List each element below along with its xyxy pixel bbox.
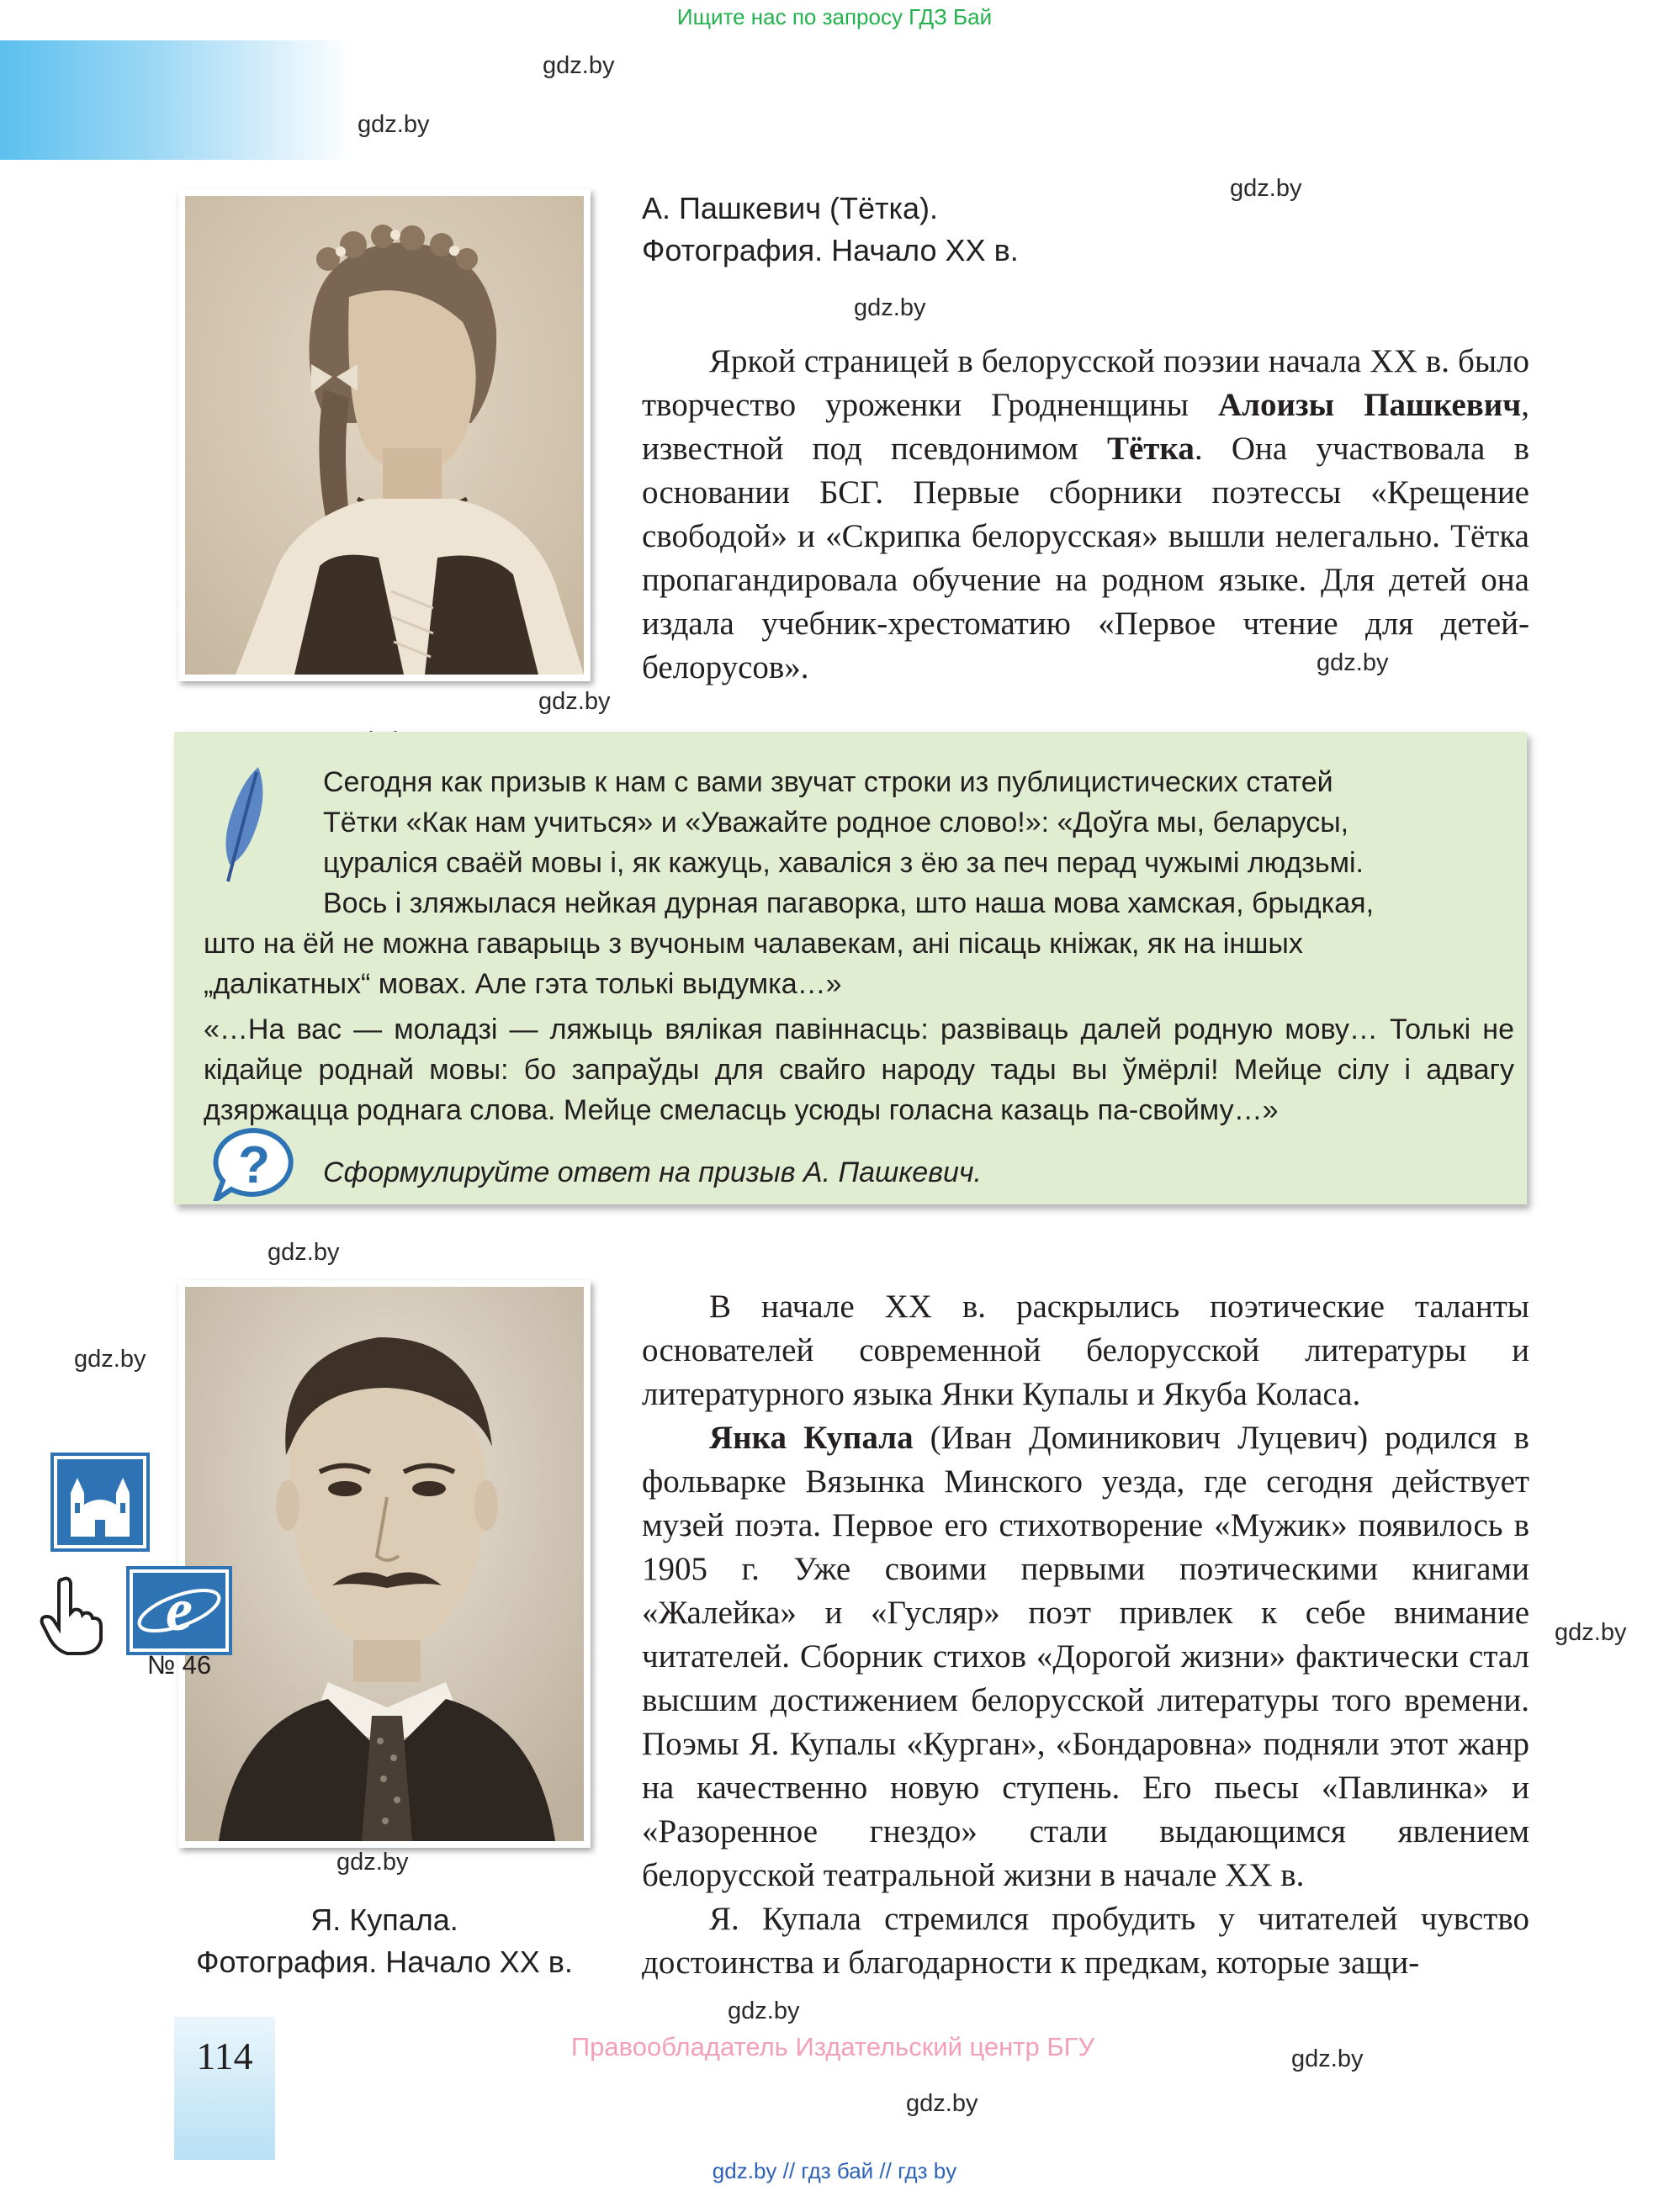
caption-line: А. Пашкевич (Тётка). bbox=[642, 191, 939, 225]
copyright-notice: Правообладатель Издательский центр БГУ bbox=[570, 2032, 1095, 2061]
watermark: gdz.by bbox=[358, 111, 430, 138]
internet-e-icon[interactable] bbox=[126, 1566, 232, 1655]
corner-gradient-decoration bbox=[0, 40, 353, 160]
quote-line: Тётки «Как нам учиться» и «Уважайте родное слово!»: «Доўга мы, беларусы, bbox=[323, 807, 1349, 839]
watermark: gdz.by bbox=[336, 1849, 409, 1876]
watermark: gdz.by bbox=[906, 2090, 978, 2117]
caption-line: Фотография. Начало XX в. bbox=[196, 1945, 573, 1979]
footer-links[interactable]: gdz.by // гдз бай // гдз by bbox=[712, 2158, 957, 2183]
quote-intro-indented bbox=[323, 762, 1509, 923]
watermark: gdz.by bbox=[74, 1346, 146, 1373]
quote-box bbox=[174, 732, 1527, 1204]
page-number: 114 bbox=[196, 2035, 253, 2077]
watermark: gdz.by bbox=[543, 52, 615, 79]
hand-pointer-icon[interactable] bbox=[37, 1573, 104, 1657]
question-text: Сформулируйте ответ на призыв А. Пашкевич. bbox=[323, 1156, 982, 1188]
watermark: gdz.by bbox=[268, 1239, 340, 1266]
svg-text:?: ? bbox=[238, 1136, 270, 1194]
quote-line: што на ёй не можна гаварыць з вучоным чалавекам, ані пісаць кніжак, як на іншых bbox=[204, 928, 1303, 960]
quote-line: цураліся сваёй мовы і, як кажуць, хаваліся з ёю за печ перад чужымі людзьмі. bbox=[323, 847, 1364, 879]
watermark: gdz.by bbox=[538, 688, 611, 715]
quote-line: „далікатных“ мовах. Але гэта толькі выдумка…» bbox=[204, 968, 842, 1000]
bold-name: Алоизы Пашкевич bbox=[1217, 387, 1522, 423]
watermark: gdz.by bbox=[1555, 1619, 1627, 1646]
question-mark-icon bbox=[208, 1125, 300, 1201]
quote-line: Вось і зляжылася нейкая дурная пагаворка, што наша мова хамская, брыдкая, bbox=[323, 887, 1375, 919]
text-span: . Она участвовала в основании БСГ. Первые сборники поэтессы «Крещение свободой» и «Скрипка белорусская» вышли нелегально. Тётка пропагандировала обучение на родном языке. Для детей она издала учебник-хрестоматию «Первое чтение для детей-белорусов». bbox=[642, 431, 1529, 685]
text-span: Яркой страницей в белорусской поэзии начала XX в. было творчество уроженки Гродненщины bbox=[642, 343, 1529, 423]
paragraph-kupala-biography bbox=[642, 1416, 1529, 1897]
bold-pseudonym: Тётка bbox=[1106, 431, 1195, 467]
quote-second: «…На вас — моладзі — ляжыць вялікая павіннасць: развіваць далей родную мову… Толькі не кідайце роднай мовы: бо запраўды для свайго народу тады вы ўмёрлі! Мейце сілу і адвагу дзяржацца роднага слова. Мейце смеласць усюды голасна казаць па-свойму…» bbox=[204, 1013, 1514, 1126]
watermark: gdz.by bbox=[1230, 175, 1302, 202]
paragraph-intro-kupala-kolas: В начале XX в. раскрылись поэтические таланты основателей современной белорусской литературы и литературного языка Янки Купалы и Якуба Коласа. bbox=[642, 1289, 1529, 1412]
caption-line: Фотография. Начало XX в. bbox=[642, 233, 1019, 267]
feather-quill-icon bbox=[218, 764, 268, 890]
quote-line: Сегодня как призыв к нам с вами звучат строки из публицистических статей bbox=[323, 766, 1333, 798]
top-banner: Ищите нас по запросу ГДЗ Бай bbox=[676, 4, 993, 29]
paragraph-pashkevich bbox=[642, 340, 1529, 690]
caption-line: Я. Купала. bbox=[310, 1902, 458, 1937]
pashkevich-portrait-image bbox=[185, 196, 584, 675]
quote-intro-full bbox=[204, 923, 1512, 1004]
text-span: (Иван Доминикович Луцевич) родился в фольварке Вязынка Минского уезда, где сегодня действует музей поэта. Первое его стихотворение «Мужик» появилось в 1905 г. Уже своими первыми поэтическими книгами «Жалейка» и «Гусляр» поэт привлек к себе внимание читателей. Сборник стихов «Дорогой жизни» фактически стал высшим достижением белорусской литературы того времени. Поэмы Я. Купалы «Курган», «Бондаровна» подняли этот жанр на качественно новую ступень. Его пьесы «Павлинка» и «Разоренное гнездо» стали выдающимся явлением белорусской театральной жизни в начале XX в. bbox=[642, 1420, 1529, 1893]
bold-name: Янка Купала bbox=[709, 1420, 914, 1456]
photo2-caption bbox=[178, 1899, 591, 1983]
photo-pashkevich bbox=[178, 189, 591, 681]
photo-kupala bbox=[178, 1280, 591, 1848]
watermark: gdz.by bbox=[1317, 649, 1389, 676]
watermark: gdz.by bbox=[854, 294, 926, 321]
paragraph-kupala-ideas: Я. Купала стремился пробудить у читателей чувство достоинства и благодарности к предкам, которые защи- bbox=[642, 1901, 1529, 1981]
kupala-portrait-image bbox=[185, 1287, 584, 1841]
resource-number: № 46 bbox=[146, 1650, 212, 1680]
svg-text:e: e bbox=[166, 1576, 193, 1643]
photo1-caption bbox=[642, 188, 1019, 272]
watermark: gdz.by bbox=[728, 1998, 800, 2024]
text-span: , известной под псевдонимом bbox=[642, 387, 1529, 467]
museum-building-icon[interactable] bbox=[50, 1453, 150, 1552]
watermark: gdz.by bbox=[1291, 2045, 1364, 2072]
